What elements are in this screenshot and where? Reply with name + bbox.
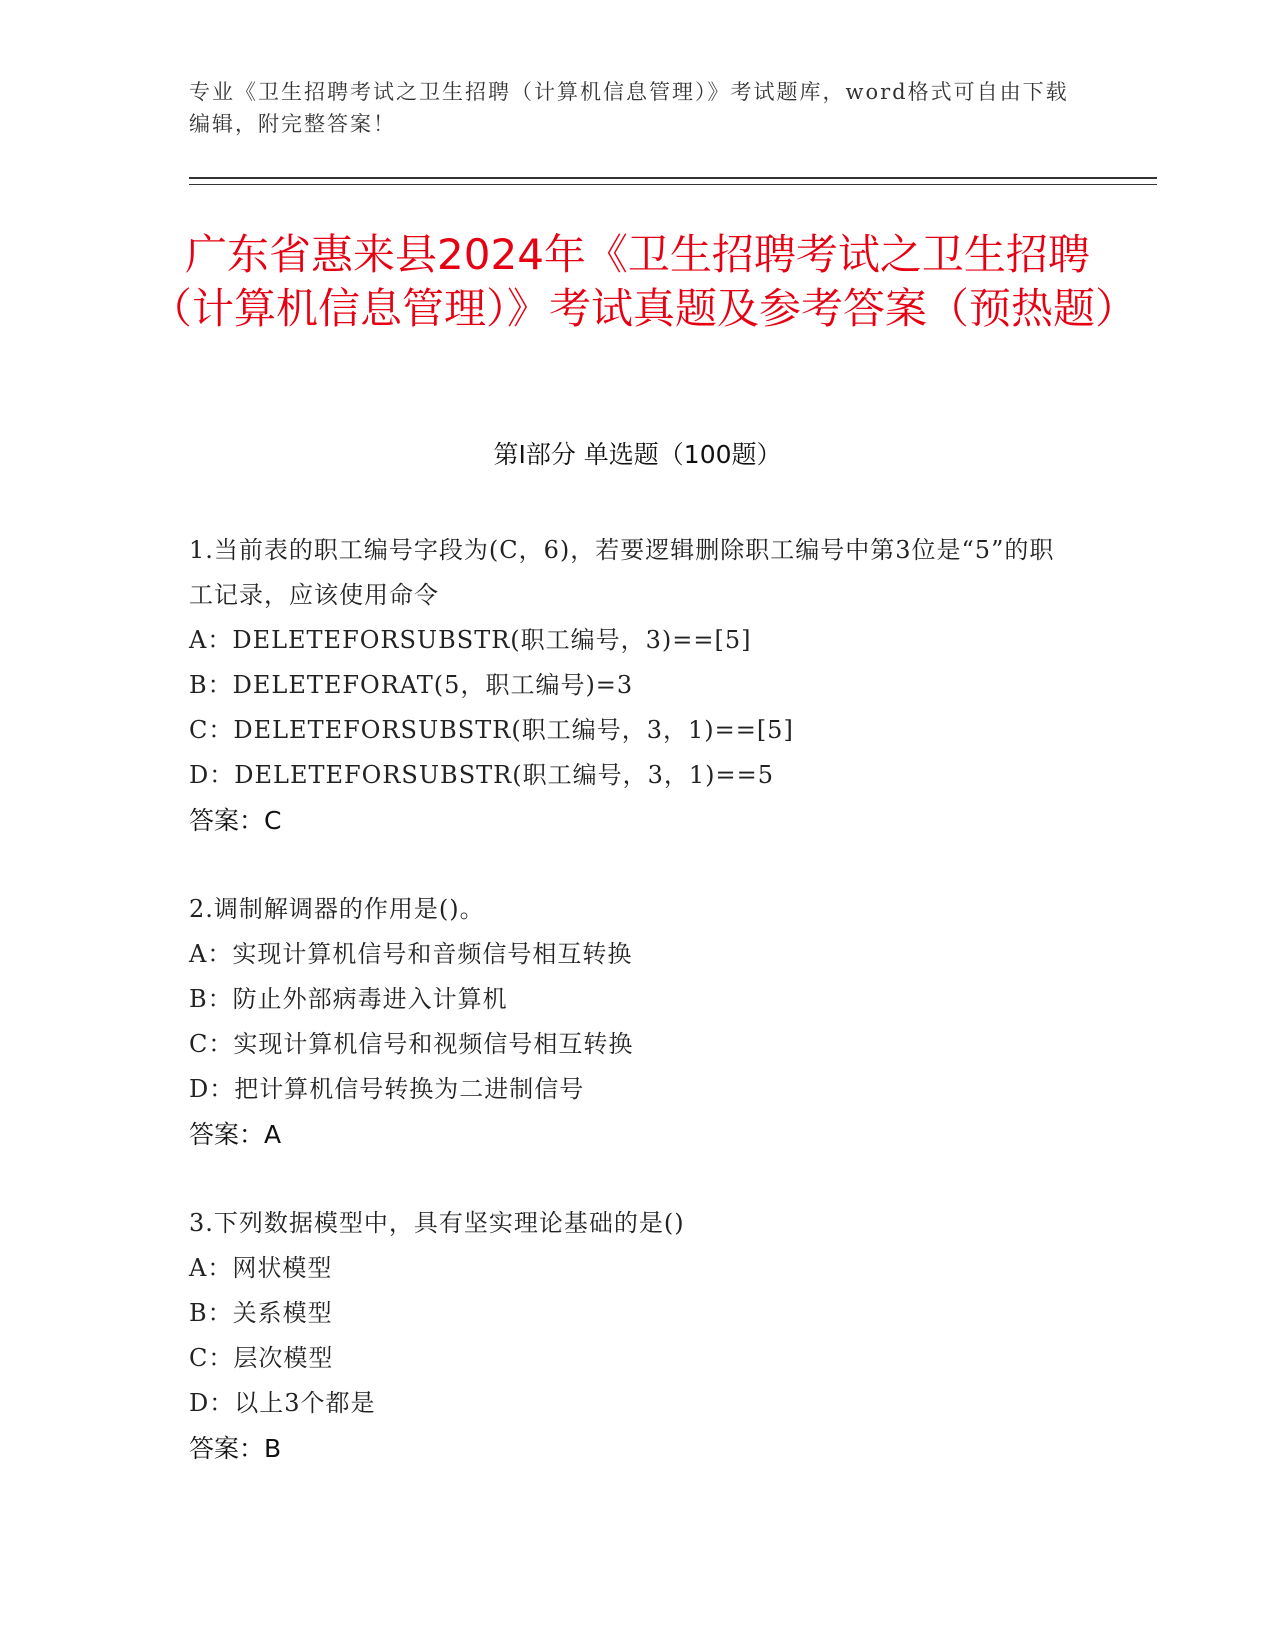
header-note: 专业《卫生招聘考试之卫生招聘（计算机信息管理）》考试题库，word格式可自由下载编辑，附完整答案！	[189, 80, 1069, 136]
option-a: A：DELETEFORSUBSTR(职工编号，3)==[5]	[189, 626, 752, 654]
question-stem: 2.调制解调器的作用是()。	[189, 895, 485, 923]
question-stem: 1.当前表的职工编号字段为(C，6)，若要逻辑删除职工编号中第3位是“5”的职工记录，应该使用命令	[189, 536, 1055, 609]
question-2	[189, 887, 1069, 1157]
question-3	[189, 1201, 1069, 1471]
document-title: 广东省惠来县2024年《卫生招聘考试之卫生招聘（计算机信息管理）》考试真题及参考答案（预热题）	[150, 230, 1138, 333]
question-stem: 3.下列数据模型中，具有坚实理论基础的是()	[189, 1209, 685, 1237]
answer-line: 答案：C	[189, 806, 282, 835]
option-c: C：实现计算机信号和视频信号相互转换	[189, 1030, 634, 1058]
option-d: D：DELETEFORSUBSTR(职工编号，3，1)==5	[189, 761, 774, 789]
option-d: D：把计算机信号转换为二进制信号	[189, 1075, 585, 1103]
option-b: B：DELETEFORAT(5，职工编号)=3	[189, 671, 634, 699]
header-divider-thin	[189, 184, 1157, 185]
question-1	[189, 528, 1069, 843]
option-b: B：关系模型	[189, 1299, 333, 1327]
option-b: B：防止外部病毒进入计算机	[189, 985, 508, 1013]
option-c: C：层次模型	[189, 1344, 334, 1372]
answer-line: 答案：B	[189, 1434, 282, 1463]
section-title: 第I部分 单选题（100题）	[493, 440, 782, 469]
option-a: A：网状模型	[189, 1254, 333, 1282]
answer-line: 答案：A	[189, 1120, 282, 1149]
header-divider-thick	[189, 177, 1157, 179]
option-a: A：实现计算机信号和音频信号相互转换	[189, 940, 633, 968]
option-d: D：以上3个都是	[189, 1389, 376, 1417]
option-c: C：DELETEFORSUBSTR(职工编号，3，1)==[5]	[189, 716, 794, 744]
question-list	[189, 528, 1069, 1515]
